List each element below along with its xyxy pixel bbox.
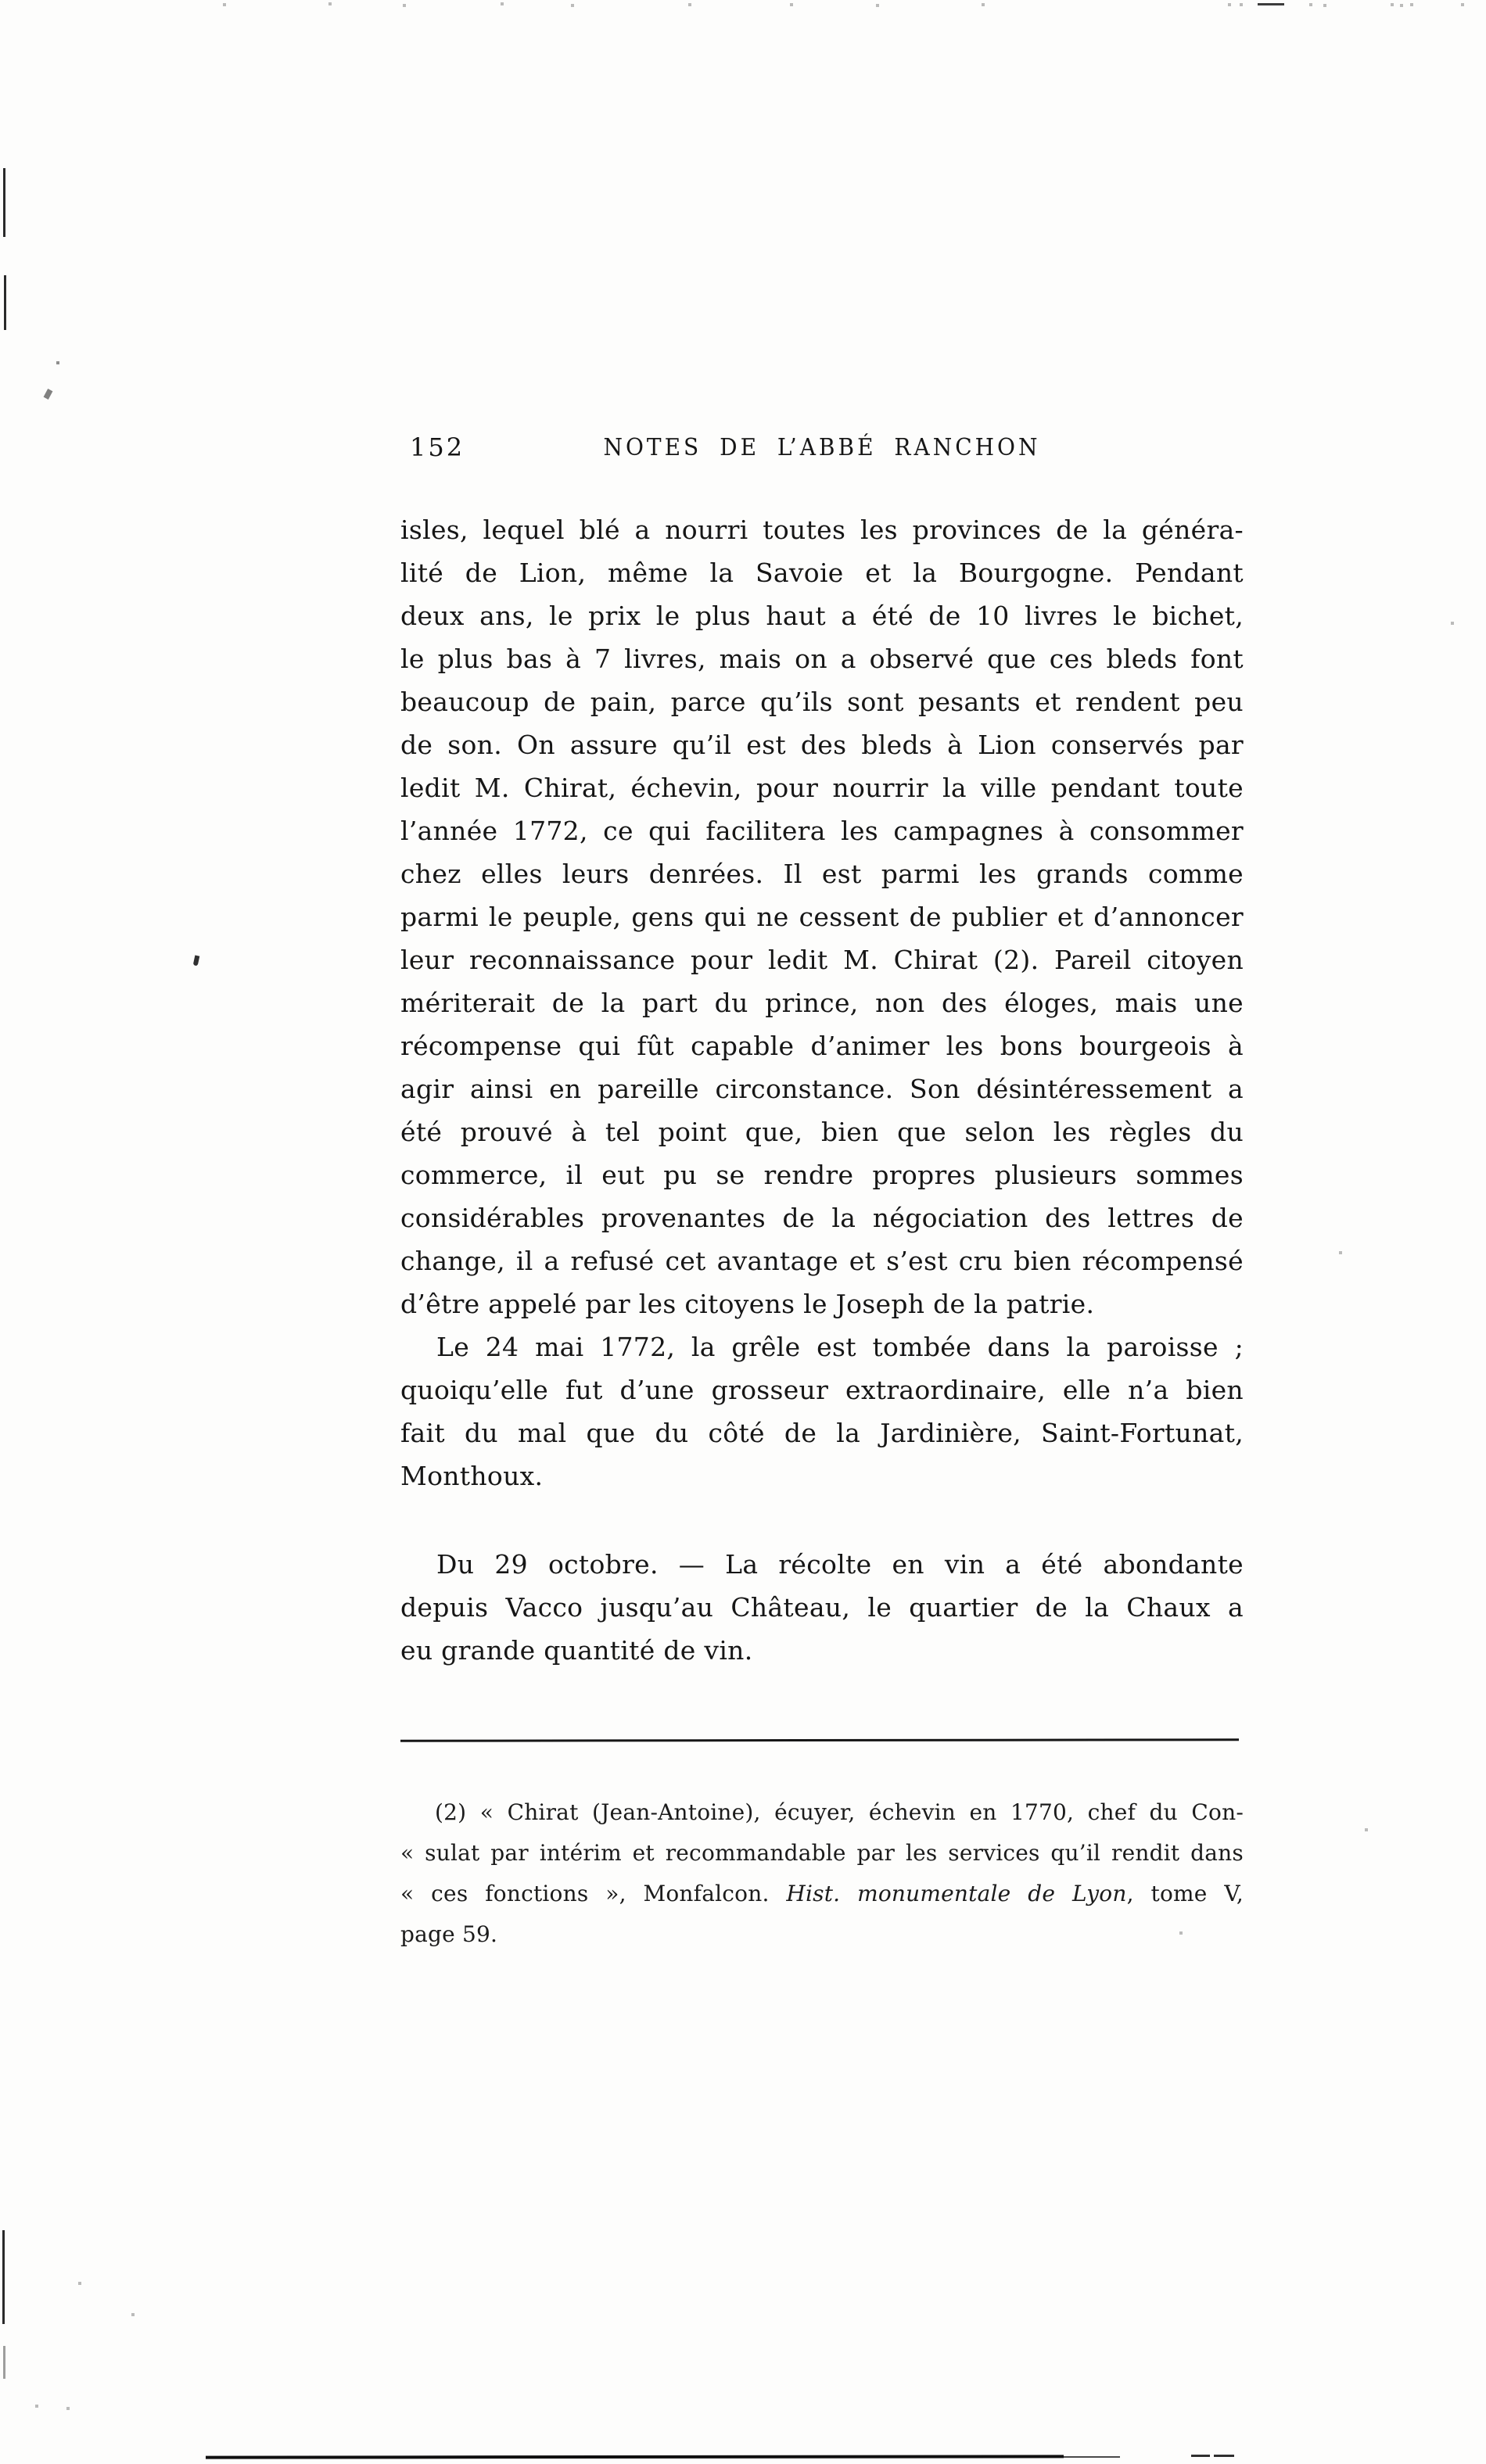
scan-speck [1228, 3, 1231, 6]
scan-speck [131, 2313, 135, 2316]
text-line: fait du mal que du côté de la Jardinière, Saint-Fortunat, [400, 1418, 1244, 1448]
bottom-page-rule [206, 2455, 1064, 2459]
scan-speck [1400, 4, 1403, 7]
scan-edge-line [3, 2346, 5, 2379]
text-line: parmi le peuple, gens qui ne cessent de publier et d’annoncer [400, 902, 1244, 932]
text-line: depuis Vacco jusqu’au Château, le quartier de la Chaux a [400, 1592, 1244, 1623]
footnote-citation-title: Hist. monumentale de Lyon [786, 1881, 1127, 1906]
scan-speck [876, 4, 879, 7]
scan-speck [688, 3, 691, 6]
scan-speck [1410, 3, 1413, 6]
text-line: ledit M. Chirat, échevin, pour nourrir la ville pendant toute [400, 773, 1244, 803]
scan-speck [35, 2405, 38, 2408]
scan-speck [1461, 3, 1464, 6]
scan-speck [403, 4, 406, 7]
footnote-text: (2) « Chirat (Jean-Antoine), écuyer, échevin en 1770, chef du Con- [435, 1799, 1244, 1825]
text-line: considérables provenantes de la négociation des lettres de [400, 1203, 1244, 1233]
text-line: le plus bas à 7 livres, mais on a observé que ces bleds font [400, 644, 1244, 674]
scan-speck [1309, 3, 1312, 6]
text-line: quoiqu’elle fut d’une grosseur extraordinaire, elle n’a bien [400, 1375, 1244, 1405]
scan-speck [223, 3, 226, 6]
text-line: change, il a refusé cet avantage et s’est cru bien récompensé [400, 1246, 1244, 1276]
text-line: leur reconnaissance pour ledit M. Chirat (2). Pareil citoyen [400, 945, 1244, 975]
scan-speck [328, 2, 332, 5]
text-line: mériterait de la part du prince, non des éloges, mais une [400, 988, 1244, 1018]
footnote [400, 1792, 1244, 1955]
scan-speck [66, 2407, 70, 2410]
scan-speck [790, 3, 793, 6]
paragraph [400, 508, 1244, 1325]
text-line: chez elles leurs denrées. Il est parmi les grands comme [400, 859, 1244, 889]
scan-speck [1179, 1931, 1183, 1935]
scan-speck [1391, 3, 1394, 6]
scan-speck [1240, 3, 1243, 6]
footnote-text: page 59. [400, 1921, 498, 1947]
scan-edge-line [4, 275, 6, 330]
page-header [400, 429, 1244, 465]
text-line: beaucoup de pain, parce qu’ils sont pesants et rendent peu [400, 687, 1244, 717]
footnote-line [400, 1792, 1244, 1833]
text-line: isles, lequel blé a nourri toutes les provinces de la généra- [400, 515, 1244, 545]
scan-speck [44, 389, 53, 400]
scan-speck [1451, 622, 1454, 625]
text-line: eu grande quantité de vin. [400, 1635, 753, 1666]
scan-edge-line [3, 168, 5, 237]
body-text [400, 508, 1244, 1672]
paragraph [400, 1325, 1244, 1497]
bottom-rule-dash [1191, 2455, 1210, 2457]
footnote-line [400, 1874, 1244, 1914]
text-line: commerce, il eut pu se rendre propres plusieurs sommes [400, 1160, 1244, 1190]
text-line: Du 29 octobre. — La récolte en vin a été abondante [436, 1549, 1244, 1580]
footnote-line [400, 1833, 1244, 1874]
scan-comma-mark [193, 956, 200, 967]
scan-speck [1323, 4, 1326, 7]
text-line: deux ans, le prix le plus haut a été de 10 livres le bichet, [400, 601, 1244, 631]
text-line: récompense qui fût capable d’animer les bons bourgeois à [400, 1031, 1244, 1061]
footnote-text: « ces fonctions », Monfalcon. [400, 1881, 787, 1906]
scan-speck [1339, 1251, 1342, 1254]
footnote-line [400, 1914, 1244, 1955]
scan-speck [571, 4, 574, 7]
text-line: l’année 1772, ce qui facilitera les campagnes à consommer [400, 816, 1244, 846]
scan-speck [501, 2, 504, 5]
scan-dash [1258, 3, 1284, 5]
page-number: 152 [410, 432, 465, 462]
running-title: NOTES DE L’ABBÉ RANCHON [603, 432, 1041, 461]
footnote-divider [400, 1738, 1239, 1741]
text-line: lité de Lion, même la Savoie et la Bourgogne. Pendant [400, 558, 1244, 588]
text-line: agir ainsi en pareille circonstance. Son désintéressement a [400, 1074, 1244, 1104]
text-line: Le 24 mai 1772, la grêle est tombée dans la paroisse ; [436, 1332, 1244, 1362]
scan-speck [1365, 1828, 1368, 1831]
footnote-text: , tome V, [1126, 1881, 1244, 1906]
scan-speck [56, 361, 59, 364]
scan-speck [982, 3, 985, 6]
text-line: de son. On assure qu’il est des bleds à Lion conservés par [400, 730, 1244, 760]
bottom-rule-dash [1214, 2455, 1234, 2457]
scan-speck [78, 2282, 81, 2285]
footnote-text: « sulat par intérim et recommandable par les services qu’il rendit dans [400, 1840, 1244, 1866]
text-line: été prouvé à tel point que, bien que selon les règles du [400, 1117, 1244, 1147]
paragraph [400, 1543, 1244, 1672]
text-line: d’être appelé par les citoyens le Joseph de la patrie. [400, 1289, 1095, 1319]
bottom-page-rule-faint [1064, 2456, 1120, 2458]
scan-edge-line [2, 2230, 5, 2324]
text-line: Monthoux. [400, 1461, 544, 1491]
